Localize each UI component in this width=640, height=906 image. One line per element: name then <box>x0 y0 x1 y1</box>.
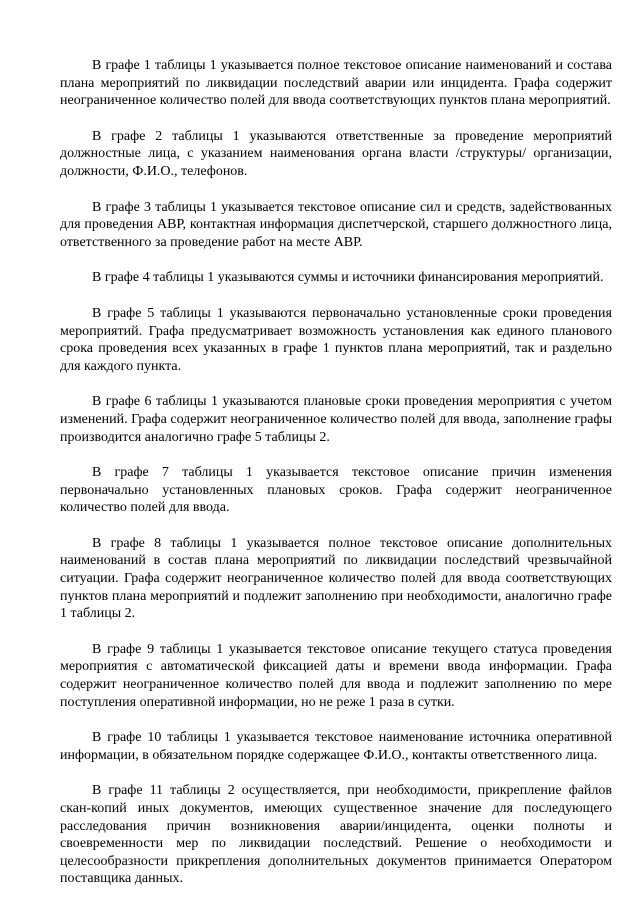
paragraph-column-1: В графе 1 таблицы 1 указывается полное текстовое описание наименований и состава плана мероприятий по ликвидации последствий аварии или инцидента. Графа содержит неограниченное количество полей для ввода соответствующих пунктов плана мероприятий. <box>60 58 612 109</box>
paragraph-column-3: В графе 3 таблицы 1 указывается текстовое описание сил и средств, задействованных для проведения АВР, контактная информация диспетчерской, старшего должностного лица, ответственного за проведение работ на месте АВР. <box>60 199 612 250</box>
paragraph-column-5: В графе 5 таблицы 1 указываются первоначально установленные сроки проведения мероприятий. Графа предусматривает возможность установления как единого планового срока проведения всех указанных в графе 1 пунктов плана мероприятий, так и раздельно для каждого пункта. <box>60 305 612 374</box>
paragraph-column-6: В графе 6 таблицы 1 указываются плановые сроки проведения мероприятия с учетом изменений. Графа содержит неограниченное количество полей для ввода, заполнение графы производится аналогично графе 5 таблицы 2. <box>60 394 612 445</box>
paragraph-column-8: В графе 8 таблицы 1 указывается полное текстовое описание дополнительных наименований в состав плана мероприятий по ликвидации последствий чрезвычайной ситуации. Графа содержит неограниченное количество полей для ввода соответствующих пунктов плана мероприятий и подлежит заполнению при необходимости, аналогично графе 1 таблицы 2. <box>60 535 612 622</box>
paragraph-column-9: В графе 9 таблицы 1 указывается текстовое описание текущего статуса проведения мероприятия с автоматической фиксацией даты и времени ввода информации. Графа содержит неограниченное количество полей для ввода и подлежит заполнению по мере поступления оперативной информации, но не реже 1 раза в сутки. <box>60 641 612 710</box>
paragraph-column-4: В графе 4 таблицы 1 указываются суммы и источники финансирования мероприятий. <box>92 270 604 286</box>
paragraph-column-10: В графе 10 таблицы 1 указывается текстовое наименование источника оперативной информации, в обязательном порядке содержащее Ф.И.О., контакты ответственного лица. <box>60 730 612 763</box>
paragraph-column-7: В графе 7 таблицы 1 указывается текстовое описание причин изменения первоначально установленных плановых сроков. Графа содержит неограниченное количество полей для ввода. <box>60 465 612 516</box>
paragraph-column-11: В графе 11 таблицы 2 осуществляется, при необходимости, прикрепление файлов скан-копий иных документов, имеющих существенное значение для последующего расследования причин возникновения аварии/инцидента, оценки полноты и своевременности мер по ликвидации последствий. Решение о необходимости и целесообразности прикрепления дополнительных документов принимается Оператором поставщика данных. <box>60 783 612 887</box>
document-page <box>60 57 612 906</box>
paragraph-column-2: В графе 2 таблицы 1 указываются ответственные за проведение мероприятий должностные лица, с указанием наименования органа власти /структуры/ организации, должности, Ф.И.О., телефонов. <box>60 128 612 179</box>
